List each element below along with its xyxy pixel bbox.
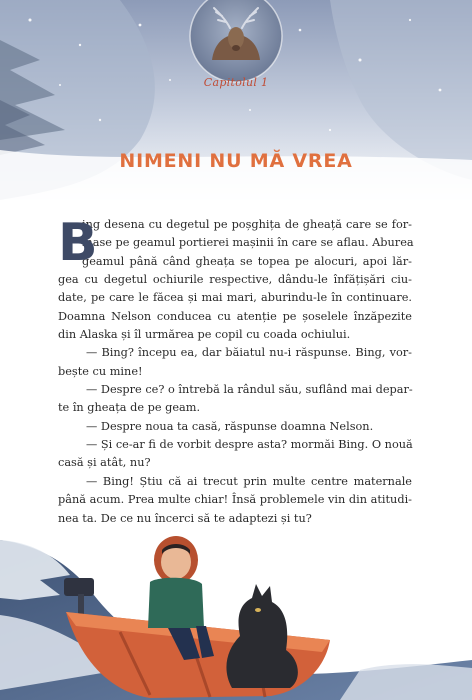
text-line: ing desena cu degetul pe poșghița de gheață care se for-	[82, 218, 412, 231]
text-line: Doamna Nelson conducea cu atenție pe șoselele înzăpezite	[58, 309, 412, 323]
text-line: din Alaska și îl urmărea pe copil cu coada ochiului.	[58, 328, 351, 342]
text-line: până acum. Prea multe chiar! Însă problemele vin din atitudi-	[58, 493, 412, 507]
text-line: gea cu degetul ochiurile respective, dându-le înfățișări ciu-	[58, 273, 412, 287]
chapter-label: Capitolul 1	[203, 76, 269, 89]
boat-illustration	[0, 520, 472, 700]
text-line: — Despre ce? o întrebă la rândul său, suflând mai depar-	[86, 383, 413, 397]
drop-cap: B	[58, 213, 98, 273]
text-line: bește cu mine!	[58, 364, 143, 378]
text-line: date, pe care le făcea și mai mari, aburindu-le în continuare.	[58, 291, 412, 305]
chapter-body-text	[58, 213, 414, 528]
header-snow-illustration	[0, 0, 472, 210]
text-line: te în gheața de pe geam.	[58, 401, 201, 415]
text-line: mase pe geamul portierei mașinii în care se aflau. Aburea	[82, 236, 414, 250]
text-line: — Bing? începu ea, dar băiatul nu-i răspunse. Bing, vor-	[86, 346, 412, 360]
text-line: — Despre noua ta casă, răspunse doamna Nelson.	[86, 419, 374, 433]
text-line: — Și ce-ar fi de vorbit despre asta? mormăi Bing. O nouă	[86, 438, 413, 452]
chapter-title: NIMENI NU MĂ VREA	[119, 150, 353, 172]
motor-icon	[64, 578, 94, 596]
text-line: casă și atât, nu?	[58, 456, 151, 470]
text-line: — Bing! Știu că ai trecut prin multe centre maternale	[86, 474, 412, 488]
text-line: geamul până când gheața se topea pe alocuri, apoi lăr-	[82, 254, 412, 268]
text-line: nea ta. De ce nu încerci să te adaptezi și tu?	[58, 511, 312, 525]
